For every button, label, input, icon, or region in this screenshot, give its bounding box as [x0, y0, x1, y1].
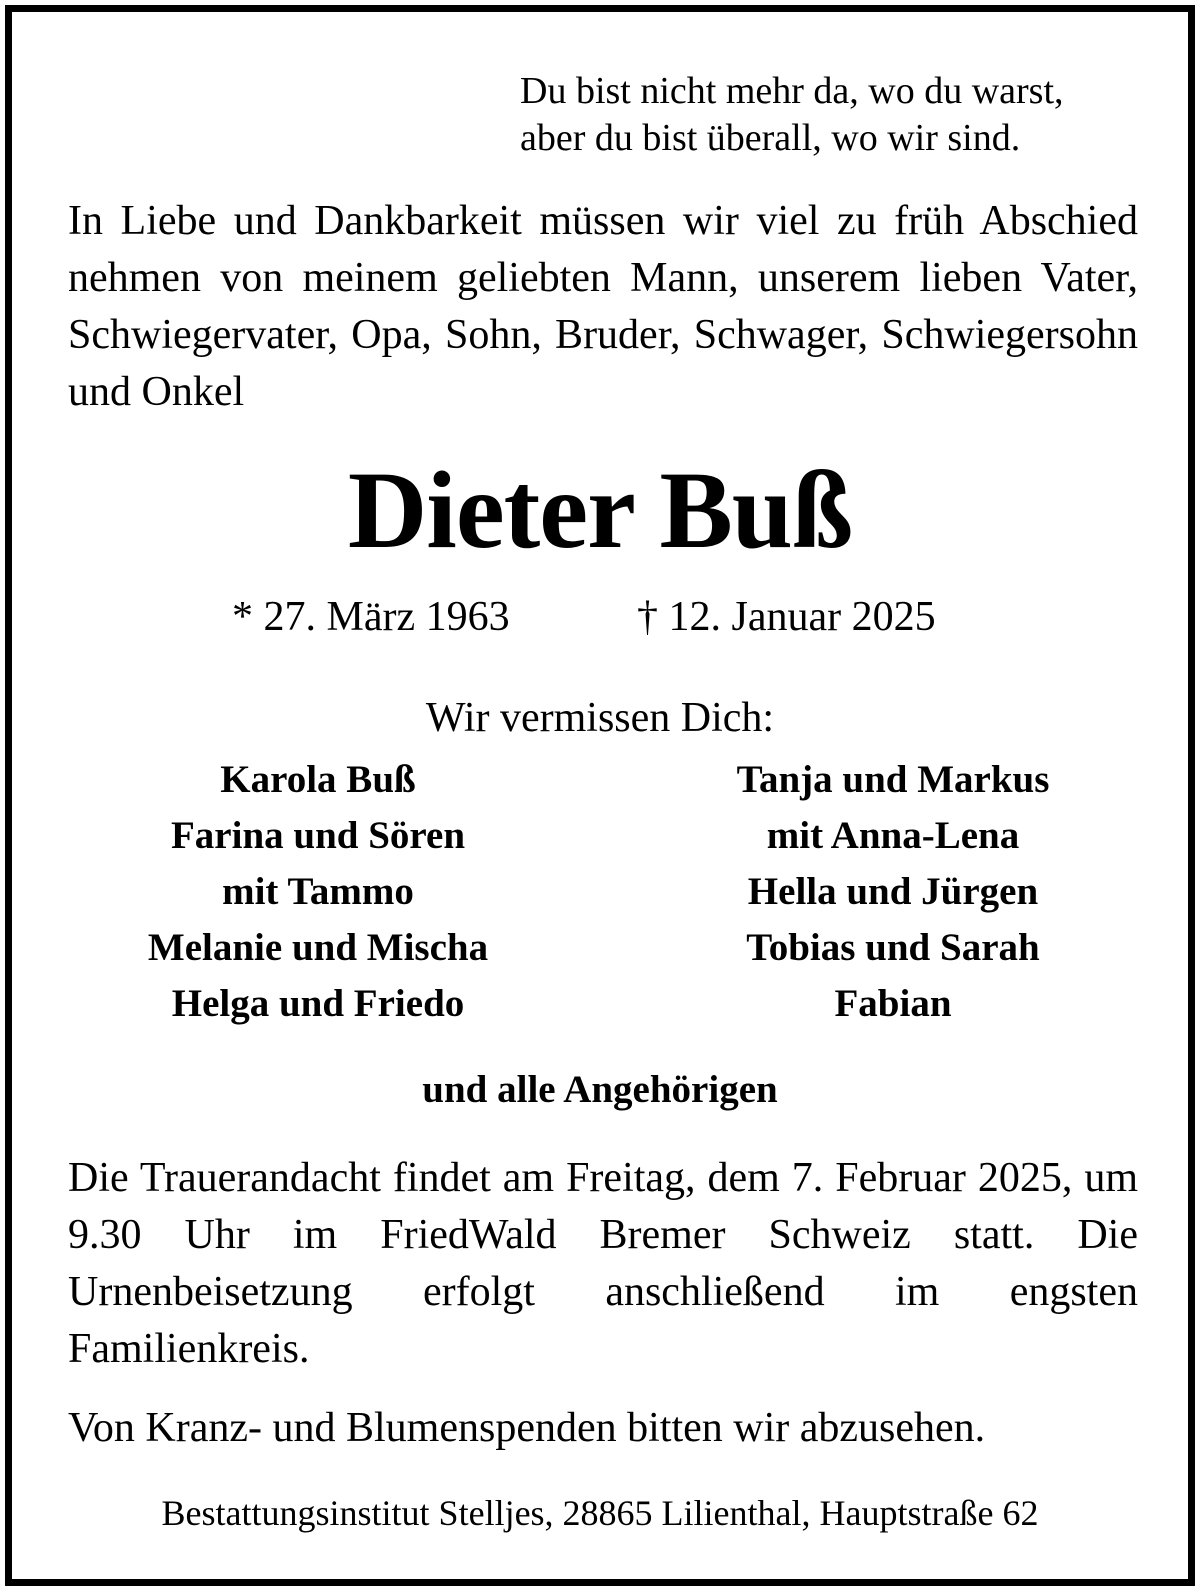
undertaker-address: Bestattungsinstitut Stelljes, 28865 Lilienthal, Hauptstraße 62 — [161, 1493, 1039, 1533]
mourner-entry: Fabian — [834, 982, 952, 1025]
mourner-entry: mit Tammo — [222, 870, 414, 913]
mourner-entry: Farina und Sören — [170, 814, 466, 857]
mourner-entry: Karola Buß — [220, 758, 416, 801]
miss-heading: Wir vermissen Dich: — [425, 695, 775, 741]
motto-line: aber du bist überall, wo wir sind. — [520, 117, 1021, 159]
death-date: † 12. Januar 2025 — [637, 594, 936, 640]
deceased-name: Dieter Buß — [347, 449, 853, 571]
mourner-entry: Hella und Jürgen — [747, 870, 1039, 913]
birth-date: * 27. März 1963 — [232, 594, 510, 640]
motto-quote — [520, 68, 1064, 162]
service-info: Die Trauerandacht findet am Freitag, dem 7. Februar 2025, um 9.30 Uhr im FriedWald Bremer Schweiz statt. Die Urnenbeisetzung erfolgt anschließend im engsten Familienkreis. — [68, 1155, 1138, 1372]
motto-line: Du bist nicht mehr da, wo du warst, — [520, 70, 1064, 112]
mourner-entry: Tobias und Sarah — [746, 926, 1040, 969]
mourner-entry: Tanja und Markus — [736, 758, 1050, 801]
mourners-left-column — [58, 752, 578, 1032]
mourner-entry: mit Anna-Lena — [766, 814, 1020, 857]
intro-text: In Liebe und Dankbarkeit müssen wir viel zu früh Abschied nehmen von meinem geliebten Mann, unserem lieben Vater, Schwiegervater, Opa, Sohn, Bruder, Schwager, Schwiegersohn und Onkel — [68, 198, 1138, 415]
mourners-right-column — [633, 752, 1153, 1032]
mourner-entry: Helga und Friedo — [171, 982, 465, 1025]
mourner-entry: Melanie und Mischa — [147, 926, 489, 969]
flowers-note: Von Kranz- und Blumenspenden bitten wir abzusehen. — [68, 1405, 986, 1451]
relatives-line: und alle Angehörigen — [422, 1068, 778, 1111]
